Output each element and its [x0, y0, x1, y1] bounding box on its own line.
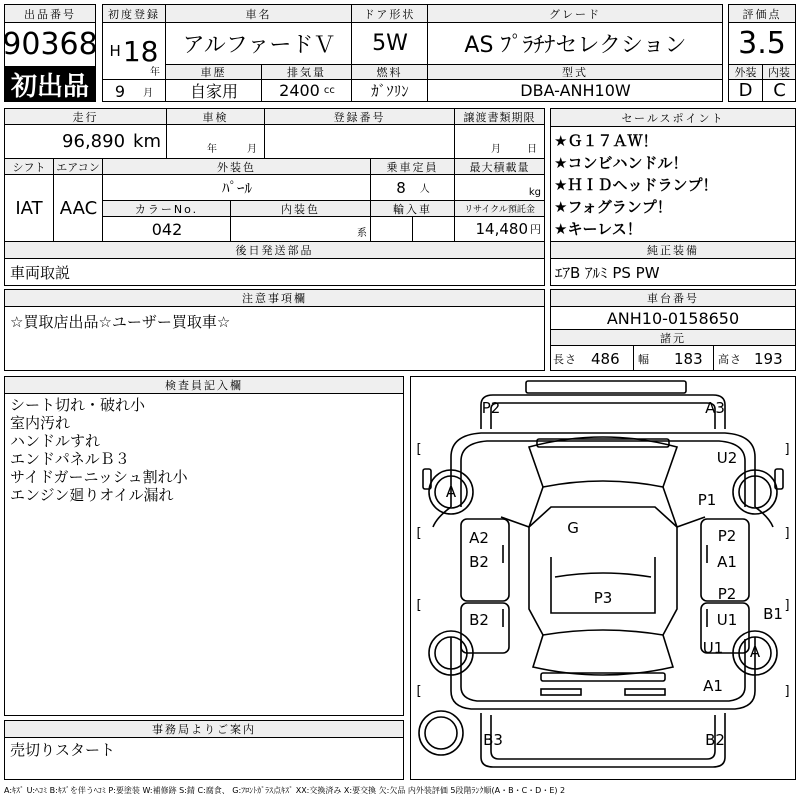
later-parts-label: 後日発送部品 — [4, 241, 545, 259]
bracket: [ — [416, 598, 422, 613]
bracket: ] — [784, 684, 790, 699]
int-label: 内装 — [762, 64, 796, 80]
notes-label: 注意事項欄 — [4, 289, 545, 307]
import-flag-box — [370, 216, 413, 242]
chassis-label: 車台番号 — [550, 289, 796, 307]
office-note: 売切りスタート — [10, 740, 116, 759]
color-label: 外装色 — [102, 158, 371, 175]
width-label: 幅 — [638, 352, 650, 366]
door-label: ドア形状 — [351, 4, 428, 23]
width: 183 — [674, 349, 703, 368]
recycle-unit: 円 — [530, 223, 542, 236]
load-label: 最大積載量 — [454, 158, 545, 175]
ac-label: エアコン — [53, 158, 103, 175]
damage-mark: A3 — [705, 399, 725, 417]
damage-mark: U2 — [716, 449, 738, 467]
sales-point: ★キーレス！ — [554, 219, 642, 238]
transfer-day-unit: 日 — [527, 144, 537, 155]
damage-mark: U1 — [716, 611, 738, 629]
air-conditioner: AAC — [53, 174, 103, 242]
inspector-line: ハンドルすれ — [10, 431, 101, 450]
damage-mark: A1 — [703, 677, 723, 695]
exterior-color: ﾊﾟｰﾙ — [102, 174, 371, 201]
int-grade: C — [762, 79, 796, 102]
ext-grade: D — [738, 80, 753, 101]
damage-mark: P2 — [717, 527, 737, 545]
fuel: ｶﾞｿﾘﾝ — [351, 79, 428, 102]
damage-mark: B2 — [705, 731, 725, 749]
ext-label: 外装 — [728, 64, 763, 80]
month-unit: 月 — [143, 87, 154, 99]
damage-mark: P2 — [481, 399, 501, 417]
load-unit: kg — [528, 187, 541, 198]
damage-mark: A1 — [717, 553, 737, 571]
recycle-label: リサイクル預託金 — [454, 200, 545, 217]
door-type: 5W — [351, 22, 428, 65]
car-diagram — [411, 377, 795, 779]
inspection-label: 車検 — [166, 108, 265, 125]
bracket: [ — [416, 442, 422, 457]
damage-mark: B2 — [469, 553, 489, 571]
bracket: ] — [784, 442, 790, 457]
bracket: [ — [416, 684, 422, 699]
legend: A:ｷｽﾞ U:ﾍｺﾐ B:ｷｽﾞを伴うﾍｺﾐ P:要塗装 W:補修跡 S:錆 C:腐食、 G:ﾌﾛﾝﾄｶﾞﾗｽ点ｷｽﾞ XX:交換済み X:要交換 欠:欠品 内外装評価 5段階ﾗﾝｸ順(A・B・C・D・E) 2 — [4, 785, 566, 795]
lot-number: 90368 — [2, 27, 98, 62]
damage-mark: U1 — [702, 639, 724, 657]
capacity-unit: 人 — [419, 184, 430, 195]
equipment-label: 純正装備 — [550, 241, 796, 259]
history-label: 車歴 — [165, 64, 262, 80]
history: 自家用 — [165, 79, 262, 102]
car-name: アルファードＶ — [165, 22, 352, 65]
damage-mark: A2 — [469, 529, 489, 547]
damage-mark: P1 — [697, 491, 717, 509]
damage-mark: A — [445, 483, 457, 501]
inspector-line: エンジン廻りオイル漏れ — [10, 485, 174, 504]
model-code: DBA-ANH10W — [427, 79, 723, 102]
damage-mark: P3 — [593, 589, 613, 607]
color-no-label: カラーNo. — [102, 200, 231, 217]
height-label: 高さ — [718, 352, 742, 366]
era: H — [109, 42, 121, 60]
interior-color-label: 内装色 — [230, 200, 371, 217]
displacement-unit: cc — [323, 85, 335, 96]
damage-mark: P2 — [717, 585, 737, 603]
score: 3.5 — [738, 26, 786, 61]
first-listing-badge: 初出品 — [4, 66, 96, 102]
reg-number — [264, 124, 455, 158]
import-label: 輸入車 — [370, 200, 455, 217]
displacement: 2400 — [279, 81, 320, 100]
year-unit: 年 — [150, 66, 160, 78]
import-country-box — [412, 216, 455, 242]
length: 486 — [591, 349, 620, 368]
damage-diagram — [410, 376, 796, 780]
transfer-month-unit: 月 — [491, 144, 501, 155]
bracket: ] — [784, 598, 790, 613]
length-label: 長さ — [553, 352, 577, 366]
lot-label: 出品番号 — [4, 4, 96, 23]
interior-color-unit: 系 — [357, 228, 367, 239]
insp-month-unit: 月 — [247, 144, 257, 155]
sales-point: ★Ｇ１７ＡＷ！ — [554, 131, 658, 150]
recycle-fee: 14,480 — [475, 220, 528, 238]
inspector-line: エンドパネルＢ３ — [10, 449, 130, 468]
transfer-label: 譲渡書類期限 — [454, 108, 545, 125]
capacity: 8 — [396, 178, 406, 197]
damage-mark: B1 — [763, 605, 783, 623]
inspector-line: サイドガーニッシュ割れ小 — [10, 467, 188, 486]
month: 9 — [114, 81, 126, 101]
capacity-label: 乗車定員 — [370, 158, 455, 175]
sales-point: ★ＨＩＤヘッドランプ！ — [554, 175, 718, 194]
mileage: 96,890 — [62, 130, 126, 152]
damage-mark: G — [567, 519, 579, 537]
damage-mark: B2 — [469, 611, 489, 629]
inspector-line: 室内汚れ — [10, 413, 71, 432]
fuel-label: 燃料 — [351, 64, 428, 80]
damage-mark: B3 — [483, 731, 503, 749]
year-label: 初度登録 — [102, 4, 166, 23]
color-number: 042 — [102, 216, 231, 242]
insp-year-unit: 年 — [207, 144, 217, 155]
mileage-unit: km — [133, 130, 161, 152]
shift: IAT — [15, 197, 43, 219]
grade-label: グレード — [427, 4, 723, 23]
bracket: ] — [784, 526, 790, 541]
later-parts: 車両取説 — [10, 263, 71, 282]
height: 193 — [754, 349, 783, 368]
damage-mark: A — [749, 643, 761, 661]
model-label: 型式 — [427, 64, 723, 80]
mileage-label: 走行 — [4, 108, 167, 125]
inspector-label: 検査員記入欄 — [4, 376, 404, 394]
year: 18 — [122, 34, 159, 68]
equipment: ｴｱB ｱﾙﾐ PS PW — [555, 263, 660, 282]
sales-label: セールスポイント — [550, 108, 796, 127]
inspector-line: シート切れ・破れ小 — [10, 395, 146, 414]
score-label: 評価点 — [728, 4, 796, 23]
office-label: 事務局よりご案内 — [4, 720, 404, 738]
shift-label: シフト — [4, 158, 54, 175]
grade: AS ﾌﾟﾗﾁﾅセレクション — [427, 22, 723, 65]
displacement-label: 排気量 — [261, 64, 352, 80]
spec-label: 諸元 — [550, 329, 796, 346]
bracket: [ — [416, 526, 422, 541]
car-name-label: 車名 — [165, 4, 352, 23]
notes: ☆買取店出品☆ユーザー買取車☆ — [10, 312, 231, 331]
chassis-number: ANH10-0158650 — [606, 308, 740, 328]
sales-point: ★コンビハンドル！ — [554, 153, 688, 172]
sales-point: ★フォグランプ！ — [554, 197, 672, 216]
reg-label: 登録番号 — [264, 108, 455, 125]
